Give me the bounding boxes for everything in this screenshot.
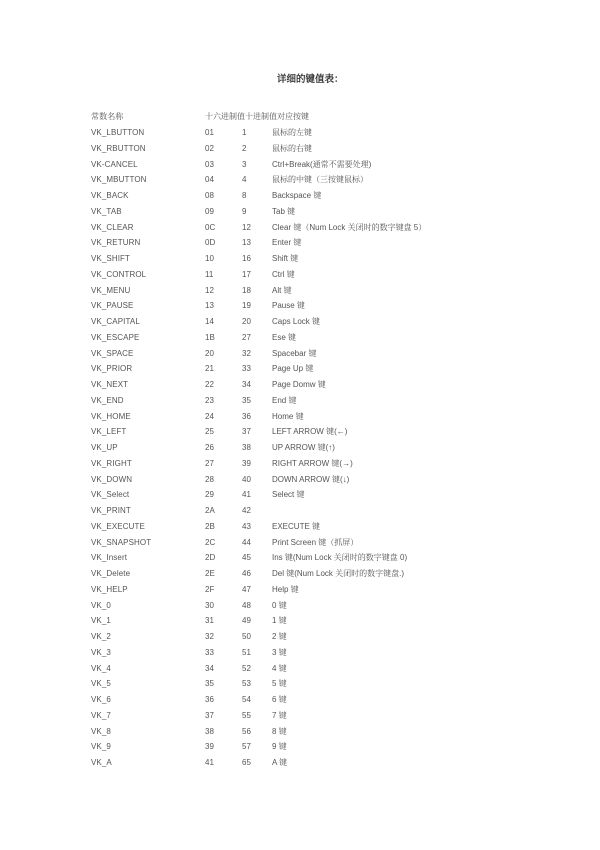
decimal-value: 19 <box>242 301 251 311</box>
table-row <box>0 535 600 551</box>
hex-value: 12 <box>205 285 214 295</box>
hex-value: 30 <box>205 600 214 610</box>
key-constant-name: VK_Delete <box>91 569 131 578</box>
key-constant-name: VK_A <box>91 758 112 767</box>
key-description: 7 键 <box>272 710 287 720</box>
key-constant-name: VK_UP <box>91 443 118 452</box>
hex-value: 23 <box>205 395 214 405</box>
key-constant-name: VK_SHIFT <box>91 254 131 263</box>
key-description: Print Screen 键（抓屏） <box>272 537 359 547</box>
table-row <box>0 424 600 440</box>
key-constant-name: VK_RETURN <box>91 238 141 248</box>
key-constant-name: VK_END <box>91 395 124 405</box>
table-row <box>0 519 600 535</box>
decimal-value: 36 <box>242 411 251 421</box>
decimal-value: 42 <box>242 506 251 515</box>
table-row <box>0 724 600 740</box>
hex-value: 27 <box>205 458 214 468</box>
table-header <box>0 109 600 125</box>
key-description: Ctrl+Break(通常不需要处理) <box>272 159 372 169</box>
decimal-value: 1 <box>242 128 247 137</box>
table-row <box>0 613 600 629</box>
key-description: Backspace 键 <box>272 191 322 200</box>
key-description: Caps Lock 键 <box>272 317 321 326</box>
hex-value: 36 <box>205 695 214 704</box>
key-description: End 键 <box>272 395 297 405</box>
decimal-value: 56 <box>242 726 251 736</box>
hex-value: 37 <box>205 710 214 720</box>
table-row <box>0 708 600 724</box>
decimal-value: 38 <box>242 443 251 452</box>
key-description: Ins 键(Num Lock 关闭时的数字键盘 0) <box>272 553 408 563</box>
hex-value: 41 <box>205 758 214 767</box>
hex-value: 39 <box>205 742 214 752</box>
key-description: DOWN ARROW 键(↓) <box>272 474 350 484</box>
header-key-description: 对应按键 <box>277 112 309 121</box>
table-row <box>0 220 600 236</box>
hex-value: 14 <box>205 317 214 326</box>
table-row <box>0 629 600 645</box>
decimal-value: 17 <box>242 269 251 279</box>
header-decimal-value: 十进制值 <box>245 112 277 121</box>
key-constant-name: VK_SNAPSHOT <box>91 537 152 547</box>
table-row <box>0 487 600 503</box>
hex-value: 29 <box>205 490 214 500</box>
decimal-value: 65 <box>242 758 251 767</box>
key-constant-name: VK_7 <box>91 710 111 720</box>
key-description: 3 键 <box>272 647 287 657</box>
key-constant-name: VK_PRINT <box>91 506 131 515</box>
key-description: 1 键 <box>272 616 287 626</box>
decimal-value: 48 <box>242 600 251 610</box>
key-code-table <box>0 125 600 771</box>
page-title: 详细的键值表： <box>277 74 344 85</box>
key-constant-name: VK_PAUSE <box>91 301 134 311</box>
header-hex-value: 十六进制值 <box>205 112 245 121</box>
key-description: Clear 键（Num Lock 关闭时的数字键盘 5） <box>272 222 427 232</box>
hex-value: 04 <box>205 175 214 185</box>
decimal-value: 8 <box>242 191 247 200</box>
key-constant-name: VK_CAPITAL <box>91 317 140 326</box>
key-description: Pause 键 <box>272 301 305 311</box>
table-row <box>0 298 600 314</box>
decimal-value: 27 <box>242 332 251 342</box>
key-constant-name: VK_6 <box>91 695 111 704</box>
decimal-value: 53 <box>242 679 251 689</box>
key-constant-name: VK_ESCAPE <box>91 332 140 342</box>
hex-value: 21 <box>205 364 214 374</box>
key-description: EXECUTE 键 <box>272 521 321 531</box>
hex-value: 24 <box>205 411 214 421</box>
key-constant-name: VK_PRIOR <box>91 364 133 374</box>
table-row <box>0 361 600 377</box>
decimal-value: 45 <box>242 553 251 563</box>
decimal-value: 34 <box>242 380 251 389</box>
hex-value: 32 <box>205 632 214 641</box>
key-constant-name: VK_Insert <box>91 553 128 563</box>
table-row <box>0 330 600 346</box>
key-description: Ctrl 键 <box>272 269 295 279</box>
hex-value: 10 <box>205 254 214 263</box>
hex-value: 2A <box>205 506 215 515</box>
key-description: Tab 键 <box>272 206 296 216</box>
key-constant-name: VK_BACK <box>91 191 129 200</box>
header-constant-name: 常数名称 <box>91 112 124 121</box>
decimal-value: 43 <box>242 521 251 531</box>
key-description: Enter 键 <box>272 238 302 248</box>
decimal-value: 13 <box>242 238 251 248</box>
key-description: 0 键 <box>272 600 287 610</box>
hex-value: 09 <box>205 206 214 216</box>
key-constant-name: VK_9 <box>91 742 111 752</box>
table-row <box>0 582 600 598</box>
hex-value: 03 <box>205 159 214 169</box>
table-row <box>0 692 600 708</box>
table-row <box>0 251 600 267</box>
decimal-value: 41 <box>242 490 251 500</box>
hex-value: 1B <box>205 332 215 342</box>
decimal-value: 4 <box>242 175 247 185</box>
decimal-value: 9 <box>242 206 247 216</box>
table-row <box>0 456 600 472</box>
decimal-value: 51 <box>242 647 251 657</box>
key-description: Page Domw 键 <box>272 380 326 389</box>
hex-value: 2F <box>205 584 215 594</box>
table-row <box>0 172 600 188</box>
key-description: RIGHT ARROW 键(→) <box>272 458 353 468</box>
key-constant-name: VK_Select <box>91 490 130 500</box>
key-constant-name: VK_DOWN <box>91 474 133 484</box>
key-description: Alt 键 <box>272 285 292 295</box>
table-row <box>0 204 600 220</box>
key-constant-name: VK_CONTROL <box>91 269 147 279</box>
table-row <box>0 472 600 488</box>
hex-value: 0C <box>205 222 216 232</box>
hex-value: 0D <box>205 238 216 248</box>
hex-value: 13 <box>205 301 214 311</box>
key-constant-name: VK_LEFT <box>91 427 127 437</box>
key-description: 2 键 <box>272 632 287 641</box>
hex-value: 22 <box>205 380 214 389</box>
key-description: UP ARROW 键(↑) <box>272 443 335 452</box>
key-description: 9 键 <box>272 742 287 752</box>
table-row <box>0 314 600 330</box>
hex-value: 20 <box>205 348 214 358</box>
hex-value: 01 <box>205 128 214 137</box>
key-description: 鼠标的右键 <box>272 143 312 153</box>
table-row <box>0 440 600 456</box>
key-constant-name: VK_3 <box>91 647 111 657</box>
hex-value: 25 <box>205 427 214 437</box>
key-description: 8 键 <box>272 726 287 736</box>
table-row <box>0 125 600 141</box>
decimal-value: 12 <box>242 222 251 232</box>
key-constant-name: VK-CANCEL <box>91 159 138 169</box>
key-description: Select 键 <box>272 490 305 500</box>
key-description: LEFT ARROW 键(←) <box>272 427 348 437</box>
table-row <box>0 393 600 409</box>
key-constant-name: VK_5 <box>91 679 111 689</box>
key-description: Page Up 键 <box>272 364 314 374</box>
table-row <box>0 235 600 251</box>
decimal-value: 35 <box>242 395 251 405</box>
decimal-value: 3 <box>242 159 247 169</box>
decimal-value: 20 <box>242 317 251 326</box>
key-constant-name: VK_EXECUTE <box>91 521 145 531</box>
key-constant-name: VK_MENU <box>91 285 131 295</box>
key-description: Spacebar 键 <box>272 348 317 358</box>
hex-value: 28 <box>205 474 214 484</box>
decimal-value: 57 <box>242 742 251 752</box>
key-description: Home 键 <box>272 411 304 421</box>
decimal-value: 47 <box>242 584 251 594</box>
hex-value: 2C <box>205 537 216 547</box>
hex-value: 08 <box>205 191 214 200</box>
table-row <box>0 598 600 614</box>
key-constant-name: VK_HELP <box>91 584 128 594</box>
key-constant-name: VK_0 <box>91 600 111 610</box>
key-description: A 键 <box>272 758 288 767</box>
decimal-value: 49 <box>242 616 251 626</box>
decimal-value: 16 <box>242 254 251 263</box>
key-description: Ese 键 <box>272 332 297 342</box>
table-row <box>0 157 600 173</box>
hex-value: 33 <box>205 647 214 657</box>
table-row <box>0 283 600 299</box>
key-constant-name: VK_2 <box>91 632 111 641</box>
table-row <box>0 267 600 283</box>
decimal-value: 32 <box>242 348 251 358</box>
hex-value: 31 <box>205 616 214 626</box>
key-constant-name: VK_TAB <box>91 206 122 216</box>
hex-value: 11 <box>205 269 214 279</box>
key-description: Del 键(Num Lock 关闭时的数字键盘.) <box>272 569 405 578</box>
decimal-value: 50 <box>242 632 251 641</box>
key-constant-name: VK_RBUTTON <box>91 143 146 153</box>
table-row <box>0 409 600 425</box>
table-row <box>0 503 600 519</box>
decimal-value: 39 <box>242 458 251 468</box>
decimal-value: 44 <box>242 537 251 547</box>
hex-value: 2B <box>205 521 215 531</box>
table-row <box>0 141 600 157</box>
table-row <box>0 550 600 566</box>
hex-value: 34 <box>205 663 214 673</box>
decimal-value: 55 <box>242 710 251 720</box>
hex-value: 2E <box>205 569 215 578</box>
decimal-value: 54 <box>242 695 251 704</box>
key-description: Help 键 <box>272 584 299 594</box>
hex-value: 38 <box>205 726 214 736</box>
decimal-value: 18 <box>242 285 251 295</box>
key-constant-name: VK_1 <box>91 616 111 626</box>
key-constant-name: VK_CLEAR <box>91 222 134 232</box>
key-description: Shift 键 <box>272 254 299 263</box>
key-constant-name: VK_LBUTTON <box>91 128 145 137</box>
key-constant-name: VK_SPACE <box>91 348 134 358</box>
key-description: 鼠标的中键（三按键鼠标） <box>272 175 368 185</box>
table-row <box>0 755 600 771</box>
key-description: 4 键 <box>272 663 287 673</box>
header-values-group <box>205 109 309 125</box>
key-description: 鼠标的左键 <box>272 128 312 137</box>
decimal-value: 52 <box>242 663 251 673</box>
decimal-value: 2 <box>242 143 247 153</box>
key-constant-name: VK_NEXT <box>91 380 129 389</box>
decimal-value: 33 <box>242 364 251 374</box>
decimal-value: 37 <box>242 427 251 437</box>
hex-value: 26 <box>205 443 214 452</box>
key-description: 5 键 <box>272 679 287 689</box>
hex-value: 2D <box>205 553 216 563</box>
key-constant-name: VK_RIGHT <box>91 458 132 468</box>
key-constant-name: VK_4 <box>91 663 111 673</box>
table-row <box>0 188 600 204</box>
table-row <box>0 377 600 393</box>
table-row <box>0 645 600 661</box>
table-row <box>0 676 600 692</box>
hex-value: 02 <box>205 143 214 153</box>
table-row <box>0 661 600 677</box>
table-row <box>0 739 600 755</box>
decimal-value: 46 <box>242 569 251 578</box>
key-constant-name: VK_MBUTTON <box>91 175 147 185</box>
hex-value: 35 <box>205 679 214 689</box>
key-description: 6 键 <box>272 695 287 704</box>
decimal-value: 40 <box>242 474 251 484</box>
table-row <box>0 346 600 362</box>
key-constant-name: VK_HOME <box>91 411 131 421</box>
key-constant-name: VK_8 <box>91 726 111 736</box>
table-row <box>0 566 600 582</box>
